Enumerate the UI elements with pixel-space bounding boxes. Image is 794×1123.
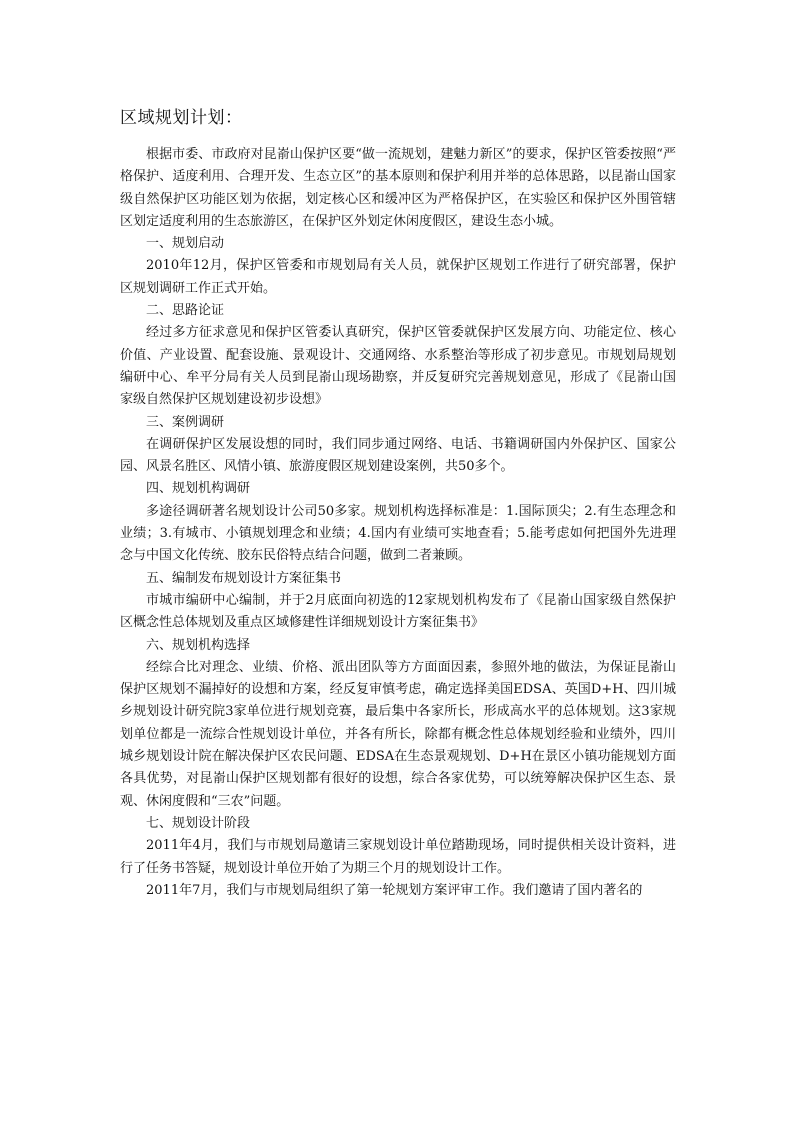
section-1-paragraph: 2010年12月，保护区管委和市规划局有关人员，就保护区规划工作进行了研究部署，保护区规划调研工作正式开始。 (120, 258, 676, 296)
section-heading-3: 三、案例调研 (146, 414, 225, 430)
section-4-paragraph: 多途径调研著名规划设计公司50多家。规划机构选择标准是：1.国际顶尖；2.有生态理念和业绩；3.有城市、小镇规划理念和业绩；4.国内有业绩可实地查看；5.能考虑如何把国外先进理念与中国文化传统、胶东民俗特点结合问题，做到二者兼顾。 (120, 503, 676, 564)
section-5-paragraph: 市城市编研中心编制，并于2月底面向初选的12家规划机构发布了《昆嵛山国家级自然保护区概念性总体规划及重点区域修建性详细规划设计方案征集书》 (120, 592, 676, 631)
section-heading-1: 一、规划启动 (146, 236, 225, 252)
section-6-paragraph: 经综合比对理念、业绩、价格、派出团队等方方面面因素，参照外地的做法，为保证昆嵛山保护区规划不漏掉好的设想和方案，经反复审慎考虑，确定选择美国EDSA、英国D+H、四川城乡规划设计研究院3家单位进行规划竞赛，最后集中各家所长，形成高水平的总体规划。这3家规划单位都是一流综合性规划设计单位，并各有所长，除都有概念性总体规划经验和业绩外，四川城乡规划设计院在解决保护区农民问题、EDSA在生态景观规划、D+H在景区小镇功能规划方面各具优势，对昆嵛山保护区规划都有很好的设想，综合各家优势，可以统筹解决保护区生态、景观、休闲度假和“三农”问题。 (120, 659, 676, 809)
section-heading-4: 四、规划机构调研 (146, 481, 251, 497)
document-title: 区域规划计划： (120, 108, 243, 128)
section-heading-2: 二、思路论证 (146, 303, 225, 319)
section-3-paragraph: 在调研保护区发展设想的同时，我们同步通过网络、电话、书籍调研国内外保护区、国家公园、风景名胜区、风情小镇、旅游度假区规划建设案例，共50多个。 (120, 436, 676, 475)
intro-paragraph: 根据市委、市政府对昆嵛山保护区要“做一流规划，建魅力新区”的要求，保护区管委按照“严格保护、适度利用、合理开发、生态立区”的基本原则和保护利用并举的总体思路，以昆嵛山国家级自然保护区功能区划为依据，划定核心区和缓冲区为严格保护区，在实验区和保护区外围管辖区划定适度利用的生态旅游区，在保护区外划定休闲度假区，建设生态小城。 (120, 147, 676, 229)
section-heading-6: 六、规划机构选择 (146, 637, 251, 653)
section-heading-5: 五、编制发布规划设计方案征集书 (146, 570, 342, 586)
section-7-paragraph-1: 2011年4月，我们与市规划局邀请三家规划设计单位踏勘现场，同时提供相关设计资料，进行了任务书答疑，规划设计单位开始了为期三个月的规划设计工作。 (120, 838, 676, 876)
section-2-paragraph: 经过多方征求意见和保护区管委认真研究，保护区管委就保护区发展方向、功能定位、核心价值、产业设置、配套设施、景观设计、交通网络、水系整治等形成了初步意见。市规划局规划编研中心、牟平分局有关人员到昆嵛山现场勘察，并反复研究完善规划意见，形成了《昆嵛山国家级自然保护区规划建设初步设想》 (120, 325, 676, 408)
section-7-paragraph-2: 2011年7月，我们与市规划局组织了第一轮规划方案评审工作。我们邀请了国内著名的 (146, 882, 643, 898)
section-heading-7: 七、规划设计阶段 (146, 815, 251, 831)
document-page (120, 104, 676, 902)
